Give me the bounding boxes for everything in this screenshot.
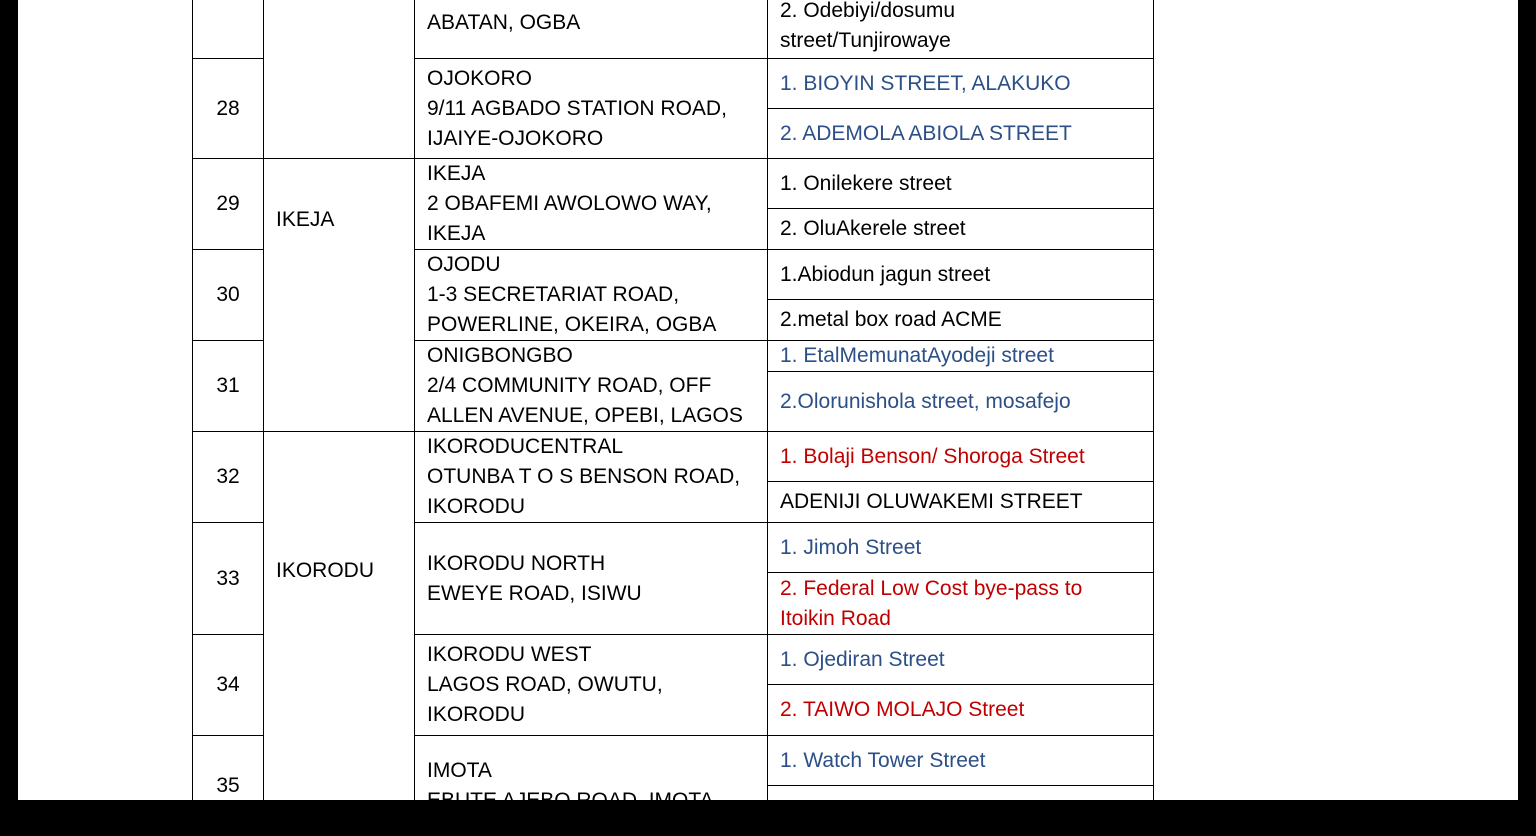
street-cell: 1. EtalMemunatAyodeji street	[768, 341, 1154, 372]
street-cell: 1. Jimoh Street	[768, 523, 1154, 573]
street-cell: 1. Watch Tower Street	[768, 736, 1154, 786]
street-cell: 1. BIOYIN STREET, ALAKUKO	[768, 59, 1154, 109]
office-cell: ABATAN, OGBA	[415, 0, 768, 59]
office-cell: IKORODU NORTH EWEYE ROAD, ISIWU	[415, 523, 768, 635]
row-number-cell: 34	[193, 635, 264, 736]
office-cell: OJOKORO 9/11 AGBADO STATION ROAD, IJAIYE-OJOKORO	[415, 59, 768, 159]
street-cell: 2. Odebiyi/dosumu street/Tunjirowaye	[768, 0, 1154, 59]
document-page	[18, 0, 1518, 822]
street-cell: 2. OluAkerele street	[768, 209, 1154, 250]
lga-cell	[264, 159, 415, 432]
lga-street-table	[192, 0, 1154, 836]
row-number-cell: 32	[193, 432, 264, 523]
row-number-cell	[193, 0, 264, 59]
office-cell: ONIGBONGBO 2/4 COMMUNITY ROAD, OFF ALLEN AVENUE, OPEBI, LAGOS	[415, 341, 768, 432]
street-cell: 2. TAIWO MOLAJO Street	[768, 685, 1154, 736]
lga-name: IKEJA	[276, 208, 335, 231]
lga-name	[276, 0, 402, 1]
office-cell: IKEJA 2 OBAFEMI AWOLOWO WAY, IKEJA	[415, 159, 768, 250]
row-number-cell: 31	[193, 341, 264, 432]
street-cell: 1. Bolaji Benson/ Shoroga Street	[768, 432, 1154, 482]
street-cell: 2.IMAM SALISU STREET	[768, 786, 1154, 836]
lga-cell	[264, 432, 415, 836]
street-cell: 2. ADEMOLA ABIOLA STREET	[768, 109, 1154, 159]
row-number-cell: 29	[193, 159, 264, 250]
street-cell: 2. Federal Low Cost bye-pass to Itoikin Road	[768, 573, 1154, 635]
table-row	[193, 159, 1154, 209]
office-cell: IMOTA EBUTE AJEBO ROAD, IMOTA	[415, 736, 768, 836]
row-number-cell: 33	[193, 523, 264, 635]
lga-cell	[264, 0, 415, 159]
table-row	[193, 432, 1154, 482]
lga-name: IKORODU	[276, 559, 375, 582]
street-cell: 1. Onilekere street	[768, 159, 1154, 209]
street-cell: ADENIJI OLUWAKEMI STREET	[768, 482, 1154, 523]
street-cell: 1. Ojediran Street	[768, 635, 1154, 685]
office-cell: IKORODU WEST LAGOS ROAD, OWUTU, IKORODU	[415, 635, 768, 736]
row-number-cell: 28	[193, 59, 264, 159]
office-cell: IKORODUCENTRAL OTUNBA T O S BENSON ROAD, IKORODU	[415, 432, 768, 523]
office-cell: OJODU 1-3 SECRETARIAT ROAD, POWERLINE, OKEIRA, OGBA	[415, 250, 768, 341]
row-number-cell: 30	[193, 250, 264, 341]
street-cell: 2.metal box road ACME	[768, 300, 1154, 341]
row-number-cell: 35	[193, 736, 264, 836]
street-cell: 2.Olorunishola street, mosafejo	[768, 372, 1154, 432]
street-cell: 1.Abiodun jagun street	[768, 250, 1154, 300]
